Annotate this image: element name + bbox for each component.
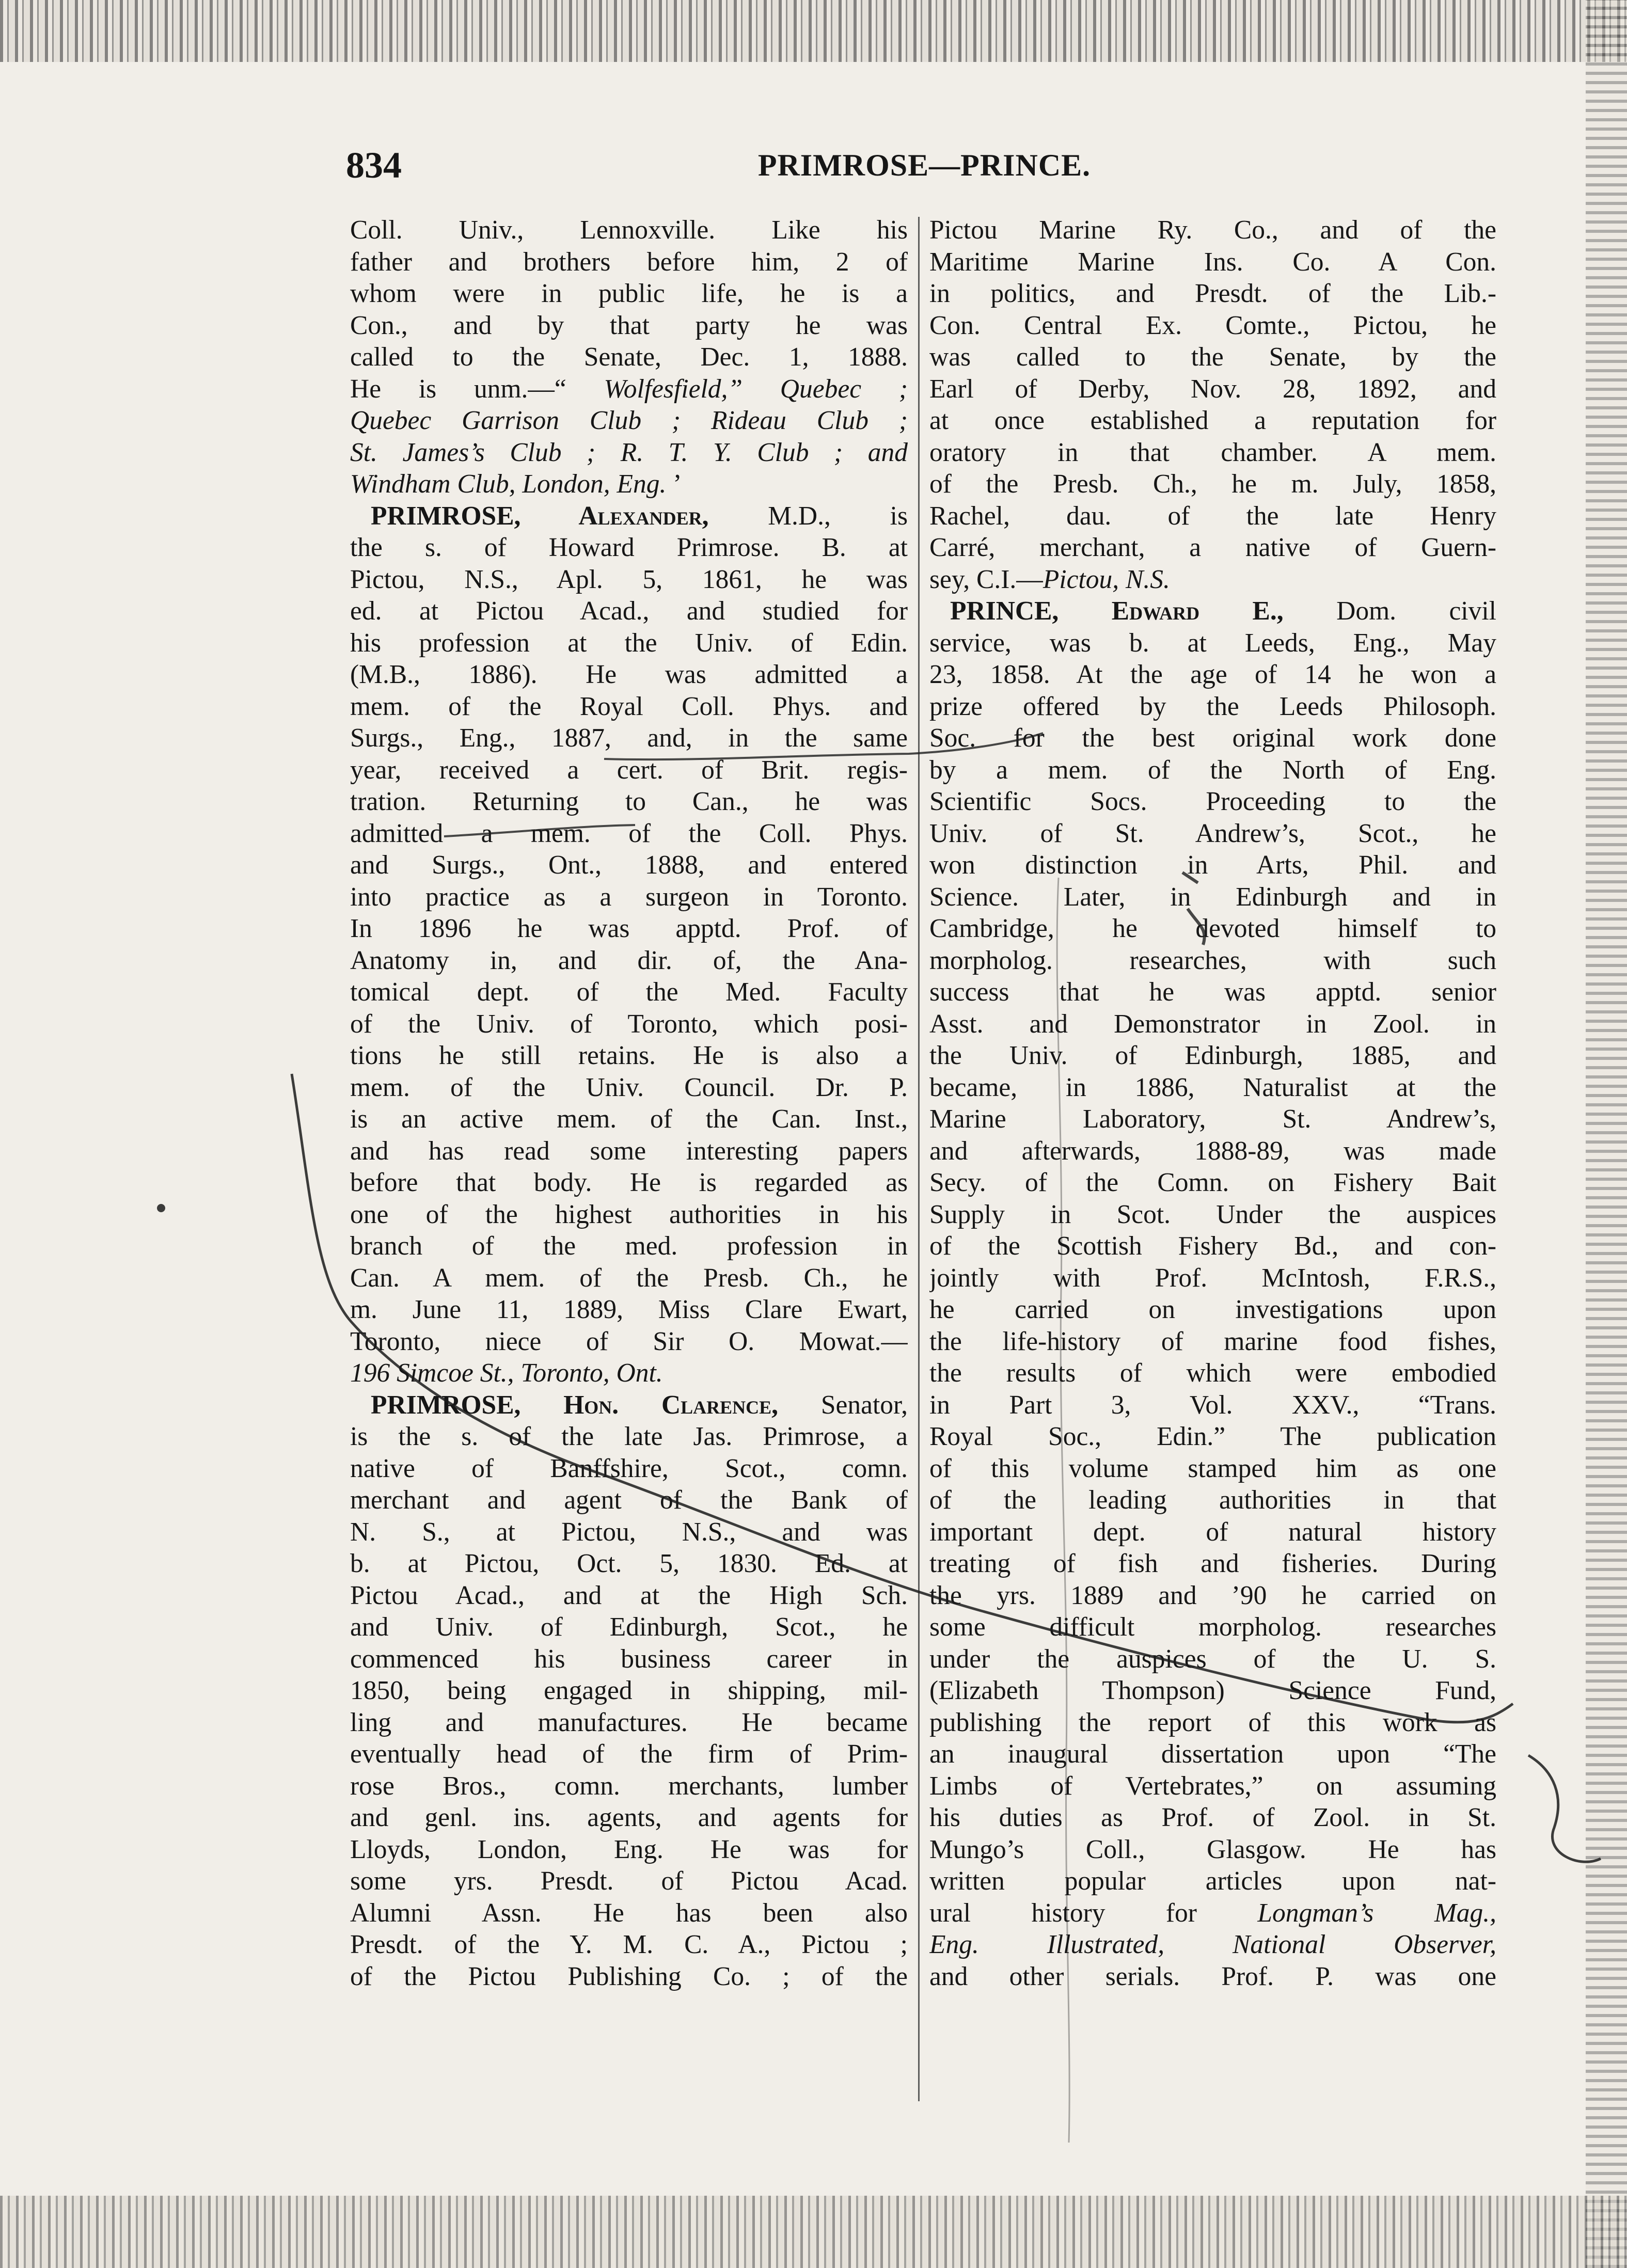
pen-stroke-strike-2: [444, 825, 635, 836]
text-run: the life-history of marine food fishes,: [929, 1326, 1496, 1356]
text-run: of the Pictou Publishing Co. ; of the: [350, 1961, 908, 1991]
ink-dot: [157, 1204, 165, 1212]
text-run: in politics, and Presdt. of the Lib.-: [929, 279, 1496, 308]
text-run: oratory in that chamber. A mem.: [929, 437, 1496, 467]
text-run: ’: [666, 469, 682, 499]
text-run: tomical dept. of the Med. Faculty: [350, 977, 908, 1007]
text-run: Senator,: [778, 1390, 908, 1420]
text-run: Presdt. of the Y. M. C. A., Pictou ;: [350, 1930, 908, 1959]
italic-text: Pictou, N.S.: [1042, 564, 1170, 594]
text-run: Anatomy in, and dir. of, the Ana-: [350, 945, 908, 975]
text-run: admitted a mem. of the Coll. Phys.: [350, 818, 908, 848]
text-run: and Surgs., Ont., 1888, and entered: [350, 850, 908, 880]
text-run: under the auspices of the U. S.: [929, 1644, 1496, 1674]
text-run: ural history for: [929, 1898, 1258, 1928]
text-run: won distinction in Arts, Phil. and: [929, 850, 1496, 880]
text-run: in Part 3, Vol. XXV., “Trans.: [929, 1390, 1496, 1420]
text-run: Coll. Univ., Lennoxville. Like his: [350, 215, 908, 245]
text-run: M.D., is: [708, 501, 908, 531]
text-run: In 1896 he was apptd. Prof. of: [350, 914, 908, 943]
text-run: mem. of the Royal Coll. Phys. and: [350, 691, 908, 721]
pen-stroke-strike-1: [604, 733, 1043, 759]
text-run: Scientific Socs. Proceeding to the: [929, 787, 1496, 816]
text-run: tions he still retains. He is also a: [350, 1041, 908, 1070]
text-run: some difficult morpholog. researches: [929, 1612, 1496, 1642]
italic-text: Wolfesfield,” Quebec ;: [604, 374, 908, 404]
text-run: Toronto, niece of Sir O. Mowat.—: [350, 1326, 908, 1356]
text-run: He is unm.—“: [350, 374, 604, 404]
text-run: jointly with Prof. McIntosh, F.R.S.,: [929, 1263, 1496, 1293]
text-run: commenced his business career in: [350, 1644, 908, 1674]
text-run: b. at Pictou, Oct. 5, 1830. Ed. at: [350, 1549, 908, 1578]
text-run: was called to the Senate, by the: [929, 342, 1496, 372]
text-run: of this volume stamped him as one: [929, 1453, 1496, 1483]
text-run: (M.B., 1886). He was admitted a: [350, 660, 908, 689]
text-run: Carré, merchant, a native of Guern-: [929, 533, 1496, 562]
text-run: of the Presb. Ch., he m. July, 1858,: [929, 469, 1496, 499]
text-run: before that body. He is regarded as: [350, 1168, 908, 1197]
text-run: father and brothers before him, 2 of: [350, 247, 908, 277]
text-run: the s. of Howard Primrose. B. at: [350, 533, 908, 562]
italic-text: Windham Club, London, Eng.: [350, 469, 667, 499]
page-number: 834: [346, 145, 402, 186]
text-run: Alumni Assn. He has been also: [350, 1898, 908, 1928]
pen-stroke-right-margin: [1057, 878, 1069, 2143]
text-run: Secy. of the Comn. on Fishery Bait: [929, 1168, 1496, 1197]
text-run: he carried on investigations upon: [929, 1295, 1496, 1324]
text-run: Science. Later, in Edinburgh and in: [929, 882, 1496, 912]
text-run: success that he was apptd. senior: [929, 977, 1496, 1007]
text-run: branch of the med. profession in: [350, 1231, 908, 1261]
text-run: tration. Returning to Can., he was: [350, 787, 908, 816]
pen-stroke-hook: [1528, 1755, 1601, 1862]
italic-text: 196 Simcoe St., Toronto, Ont.: [350, 1358, 663, 1388]
text-run: Maritime Marine Ins. Co. A Con.: [929, 247, 1496, 277]
text-run: service, was b. at Leeds, Eng., May: [929, 628, 1496, 658]
text-run: and other serials. Prof. P. was one: [929, 1961, 1496, 1991]
text-run: into practice as a surgeon in Toronto.: [350, 882, 908, 912]
entry-headword: PRIMROSE, Alexander,: [371, 501, 709, 531]
text-run: called to the Senate, Dec. 1, 1888.: [350, 342, 908, 372]
text-run: and has read some interesting papers: [350, 1136, 908, 1166]
text-run: (Elizabeth Thompson) Science Fund,: [929, 1676, 1496, 1705]
text-run: whom were in public life, he is a: [350, 279, 908, 308]
text-run: Cambridge, he devoted himself to: [929, 914, 1496, 943]
text-run: Marine Laboratory, St. Andrew’s,: [929, 1104, 1496, 1134]
italic-text: Longman’s Mag.,: [1257, 1898, 1496, 1928]
text-run: and Univ. of Edinburgh, Scot., he: [350, 1612, 908, 1642]
running-head: PRIMROSE—PRINCE.: [757, 148, 1091, 182]
text-run: Royal Soc., Edin.” The publication: [929, 1422, 1496, 1451]
text-run: Soc. for the best original work done: [929, 723, 1496, 753]
text-run: ed. at Pictou Acad., and studied for: [350, 596, 908, 626]
italic-text: Eng. Illustrated, National Observer,: [929, 1930, 1496, 1959]
text-run: Earl of Derby, Nov. 28, 1892, and: [929, 374, 1496, 404]
text-run: Mungo’s Coll., Glasgow. He has: [929, 1834, 1496, 1864]
text-run: the Univ. of Edinburgh, 1885, and: [929, 1041, 1496, 1070]
text-run: 1850, being engaged in shipping, mil-: [350, 1676, 908, 1705]
text-run: m. June 11, 1889, Miss Clare Ewart,: [350, 1295, 908, 1324]
text-run: Limbs of Vertebrates,” on assuming: [929, 1771, 1496, 1801]
text-run: and genl. ins. agents, and agents for: [350, 1803, 908, 1832]
entry-headword: PRINCE, Edward E.,: [950, 596, 1284, 626]
text-run: is the s. of the late Jas. Primrose, a: [350, 1422, 908, 1451]
text-run: 23, 1858. At the age of 14 he won a: [929, 660, 1496, 689]
text-run: Asst. and Demonstrator in Zool. in: [929, 1009, 1496, 1039]
text-run: native of Banffshire, Scot., comn.: [350, 1453, 908, 1483]
text-run: Surgs., Eng., 1887, and, in the same: [350, 723, 908, 753]
text-run: at once established a reputation for: [929, 406, 1496, 435]
entry-headword: PRIMROSE, Hon. Clarence,: [371, 1390, 779, 1420]
text-run: morpholog. researches, with such: [929, 945, 1496, 975]
text-run: Pictou, N.S., Apl. 5, 1861, he was: [350, 564, 908, 594]
text-run: Dom. civil: [1283, 596, 1496, 626]
text-run: Supply in Scot. Under the auspices: [929, 1199, 1496, 1229]
text-run: sey, C.I.—: [929, 564, 1043, 594]
text-run: the results of which were embodied: [929, 1358, 1496, 1388]
text-run: Univ. of St. Andrew’s, Scot., he: [929, 818, 1496, 848]
text-run: some yrs. Presdt. of Pictou Acad.: [350, 1866, 908, 1896]
text-run: Pictou Marine Ry. Co., and of the: [929, 215, 1496, 245]
text-run: the yrs. 1889 and ’90 he carried on: [929, 1580, 1496, 1610]
text-run: Rachel, dau. of the late Henry: [929, 501, 1496, 531]
text-run: of the Univ. of Toronto, which posi-: [350, 1009, 908, 1039]
pen-stroke-squiggle: [1182, 873, 1205, 945]
text-run: publishing the report of this work as: [929, 1707, 1496, 1737]
text-run: mem. of the Univ. Council. Dr. P.: [350, 1072, 908, 1102]
text-run: of the leading authorities in that: [929, 1485, 1496, 1515]
text-run: and afterwards, 1888-89, was made: [929, 1136, 1496, 1166]
text-run: Can. A mem. of the Presb. Ch., he: [350, 1263, 908, 1293]
text-run: Lloyds, London, Eng. He was for: [350, 1834, 908, 1864]
italic-text: Quebec Garrison Club ; Rideau Club ;: [350, 406, 908, 435]
text-run: prize offered by the Leeds Philosoph.: [929, 691, 1496, 721]
text-run: rose Bros., comn. merchants, lumber: [350, 1771, 908, 1801]
text-run: Pictou Acad., and at the High Sch.: [350, 1580, 908, 1610]
text-run: Con. Central Ex. Comte., Pictou, he: [929, 310, 1496, 340]
text-run: eventually head of the firm of Prim-: [350, 1739, 908, 1769]
text-run: became, in 1886, Naturalist at the: [929, 1072, 1496, 1102]
text-run: of the Scottish Fishery Bd., and con-: [929, 1231, 1496, 1261]
text-run: his profession at the Univ. of Edin.: [350, 628, 908, 658]
text-run: merchant and agent of the Bank of: [350, 1485, 908, 1515]
text-run: by a mem. of the North of Eng.: [929, 755, 1496, 785]
text-run: important dept. of natural history: [929, 1517, 1496, 1547]
text-run: treating of fish and fisheries. During: [929, 1549, 1496, 1578]
text-run: year, received a cert. of Brit. regis-: [350, 755, 908, 785]
text-run: is an active mem. of the Can. Inst.,: [350, 1104, 908, 1134]
italic-text: St. James’s Club ; R. T. Y. Club ; and: [350, 437, 908, 467]
pen-stroke-long: [292, 1074, 1513, 1722]
text-run: written popular articles upon nat-: [929, 1866, 1496, 1896]
text-run: N. S., at Pictou, N.S., and was: [350, 1517, 908, 1547]
text-run: Con., and by that party he was: [350, 310, 908, 340]
text-run: an inaugural dissertation upon “The: [929, 1739, 1496, 1769]
text-run: one of the highest authorities in his: [350, 1199, 908, 1229]
text-run: ling and manufactures. He became: [350, 1707, 908, 1737]
text-run: his duties as Prof. of Zool. in St.: [929, 1803, 1496, 1832]
